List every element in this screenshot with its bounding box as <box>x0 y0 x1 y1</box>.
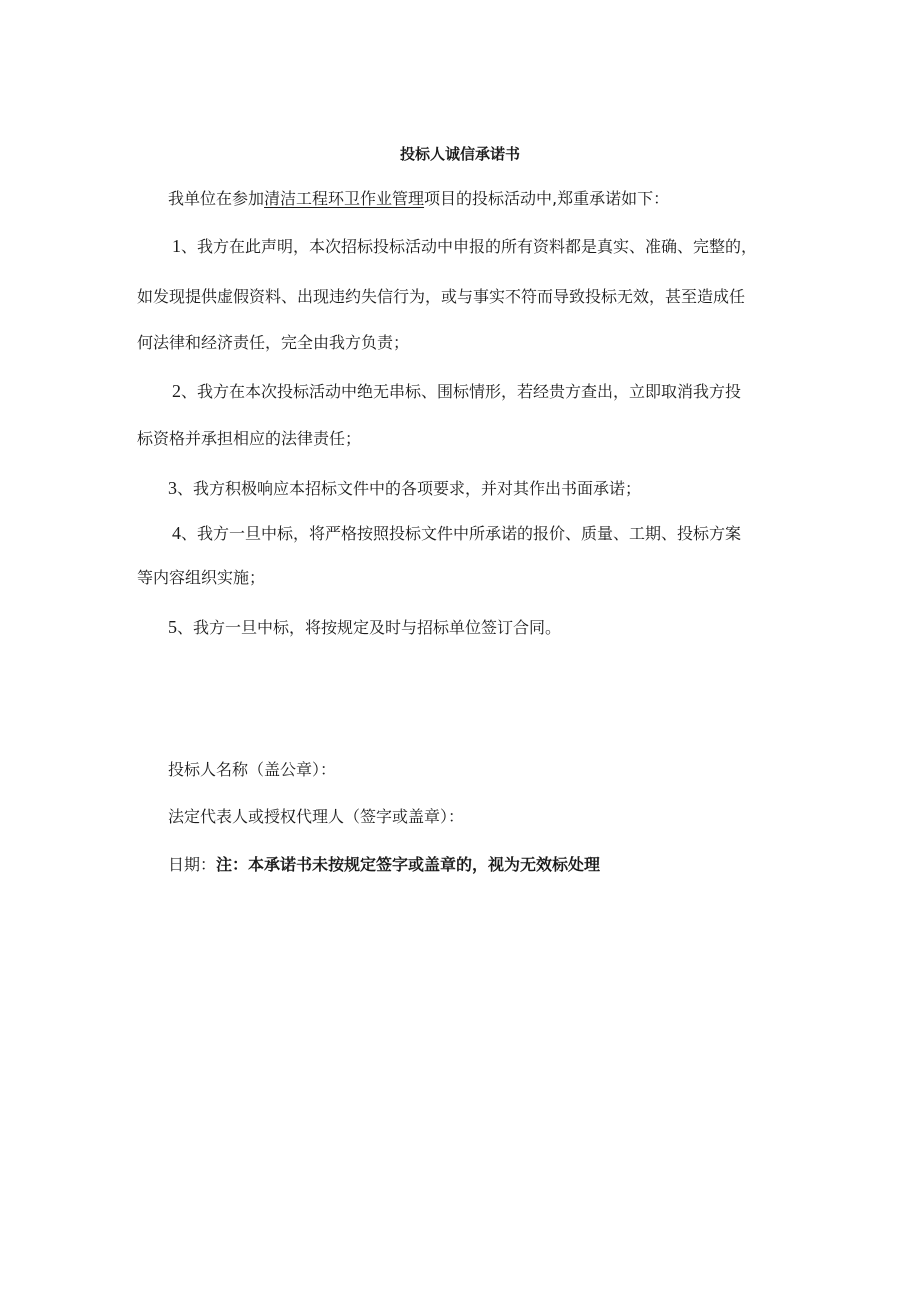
item-4-number: 4 <box>172 523 181 543</box>
invalid-bid-note: 注：本承诺书未按规定签字或盖章的，视为无效标处理 <box>216 855 601 874</box>
item-1-line-2: 如发现提供虚假资料、出现违约失信行为，或与事实不符而导致投标无效，甚至造成任 <box>137 287 746 306</box>
bidder-name-label: 投标人名称（盖公章）： <box>168 760 337 779</box>
representative-label: 法定代表人或授权代理人（签字或盖章）： <box>168 807 465 826</box>
project-name: 清洁工程环卫作业管理 <box>264 189 425 208</box>
item-4-text-1: 、我方一旦中标，将严格按照投标文件中所承诺的报价、质量、工期、投标方案 <box>181 524 742 543</box>
item-1-number: 1 <box>172 236 181 256</box>
item-1-line-3: 何法律和经济责任，完全由我方负责； <box>137 333 410 352</box>
item-5-line-1 <box>168 615 561 640</box>
date-and-note <box>168 853 600 877</box>
intro-paragraph <box>168 187 669 211</box>
item-5-number: 5 <box>168 617 177 637</box>
item-3-number: 3 <box>168 478 177 498</box>
item-1-line-1 <box>172 234 757 259</box>
date-label: 日期： <box>168 855 217 874</box>
document-title: 投标人诚信承诺书 <box>399 145 520 163</box>
intro-after: 项目的投标活动中,郑重承诺如下： <box>424 189 670 208</box>
item-2-line-2: 标资格并承担相应的法律责任； <box>137 429 362 448</box>
item-2-text-1: 、我方在本次投标活动中绝无串标、围标情形，若经贵方查出，立即取消我方投 <box>181 382 742 401</box>
item-4-line-1 <box>172 521 741 546</box>
item-4-line-2: 等内容组织实施； <box>137 568 266 587</box>
item-5-text-1: 、我方一旦中标，将按规定及时与招标单位签订合同。 <box>177 618 562 637</box>
item-2-number: 2 <box>172 381 181 401</box>
item-1-text-1: 、我方在此声明，本次招标投标活动中申报的所有资料都是真实、准确、完整的， <box>181 237 758 256</box>
intro-before: 我单位在参加 <box>168 189 265 208</box>
item-2-line-1 <box>172 379 741 404</box>
item-3-line-1 <box>168 476 641 501</box>
item-3-text-1: 、我方积极响应本招标文件中的各项要求，并对其作出书面承诺； <box>177 479 642 498</box>
